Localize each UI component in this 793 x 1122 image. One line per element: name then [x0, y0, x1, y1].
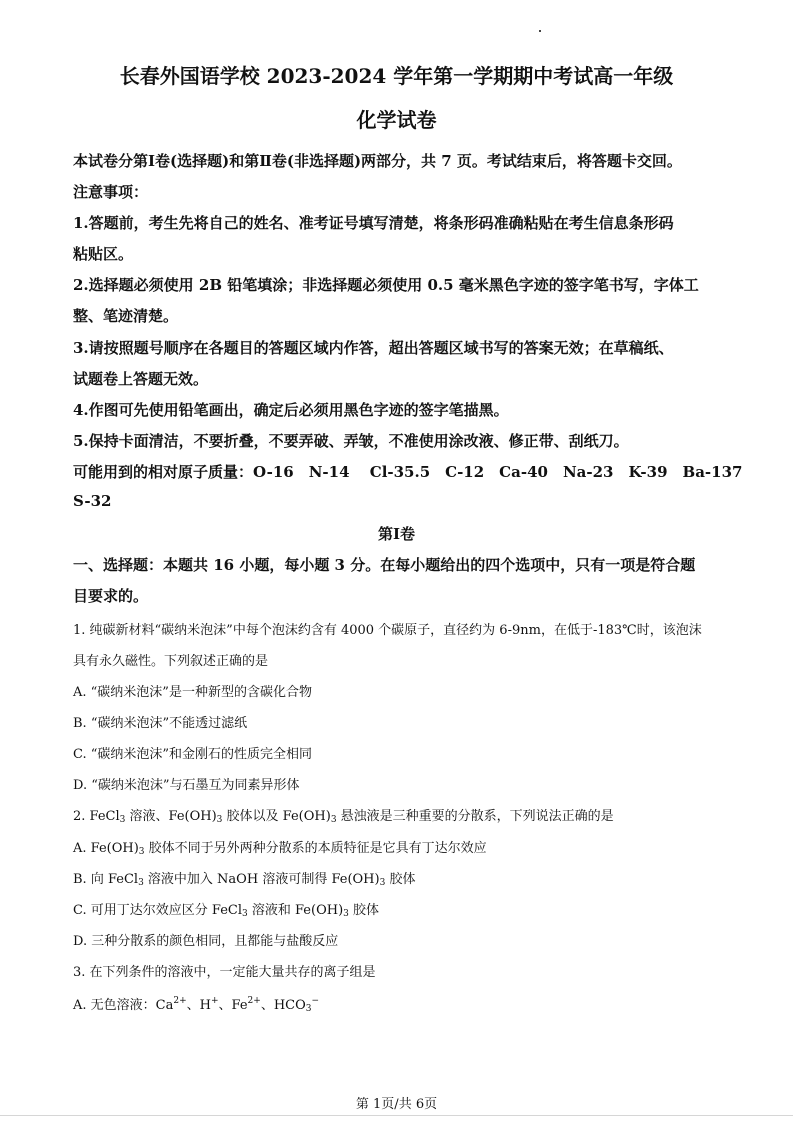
instructions-intro: 本试卷分第Ⅰ卷(选择题)和第Ⅱ卷(非选择题)两部分，共 7 页。考试结束后，将答题卡交回。: [73, 152, 682, 170]
notice-item-3-cont: 试题卷上答题无效。: [73, 370, 209, 388]
question-2-option-a: A. $Fe(OH)_3$ 胶体不同于另外两种分散系的本质特征是它具有丁达尔效应: [73, 841, 487, 857]
notice-item-4: 4.作图可先使用铅笔画出，确定后必须用黑色字迹的签字笔描黑。: [73, 401, 509, 419]
question-3-stem: 3. 在下列条件的溶液中，一定能大量共存的离子组是: [73, 965, 376, 980]
notice-item-1-cont: 粘贴区。: [73, 245, 134, 263]
atomic-mass-list-cont: S-32: [73, 492, 112, 510]
notice-item-2: 2.选择题必须使用 2B 铅笔填涂；非选择题必须使用 0.5 毫米黑色字迹的签字笔书写，字体工: [73, 276, 699, 294]
question-3-option-a: A. 无色溶液：$Ca^{2+}$、H+、$Fe^{2+}$、$HCO_3^-$: [73, 996, 320, 1014]
exam-title: 长春外国语学校 2023-2024 学年第一学期期中考试高一年级: [119, 64, 674, 88]
question-1-stem: 1. 纯碳新材料“碳纳米泡沫”中每个泡沫约含有 4000 个碳原子，直径约为 6-9nm，在低于-183℃时，该泡沫: [73, 623, 702, 638]
scan-dot: [539, 30, 541, 32]
notice-heading: 注意事项：: [73, 183, 149, 201]
question-1-option-b: B. “碳纳米泡沫”不能透过滤纸: [73, 716, 248, 731]
atomic-mass-list: 可能用到的相对原子质量：O-16 N-14 Cl-35.5 C-12 Ca-40 Na-23 K-39 Ba-137: [73, 463, 743, 481]
notice-item-1: 1.答题前，考生先将自己的姓名、准考证号填写清楚，将条形码准确粘贴在考生信息条形码: [73, 214, 674, 232]
question-1-option-a: A. “碳纳米泡沫”是一种新型的含碳化合物: [73, 685, 312, 700]
question-2-option-d: D. 三种分散系的颜色相同，且都能与盐酸反应: [73, 934, 339, 949]
part-heading: 第Ⅰ卷: [377, 525, 416, 543]
question-2-stem: 2. FeCl$_3$ 溶液、$Fe(OH)_3$ 胶体以及 $Fe(OH)_3$ 悬浊液是三种重要的分散系，下列说法正确的是: [73, 809, 614, 825]
section-instructions-cont: 目要求的。: [73, 587, 149, 605]
question-1-option-c: C. “碳纳米泡沫”和金刚石的性质完全相同: [73, 747, 313, 762]
page-bottom-edge: [0, 1115, 793, 1116]
question-2-option-c: C. 可用丁达尔效应区分 FeCl$_3$ 溶液和 $Fe(OH)_3$ 胶体: [73, 903, 380, 919]
question-1-stem-cont: 具有永久磁性。下列叙述正确的是: [73, 654, 269, 669]
question-1-option-d: D. “碳纳米泡沫”与石墨互为同素异形体: [73, 778, 300, 793]
notice-item-2-cont: 整、笔迹清楚。: [73, 307, 179, 325]
question-2-option-b: B. 向 FeCl$_3$ 溶液中加入 NaOH 溶液可制得 $Fe(OH)_3$ 胶体: [73, 872, 416, 888]
notice-item-5: 5.保持卡面清洁，不要折叠，不要弄破、弄皱，不准使用涂改液、修正带、刮纸刀。: [73, 432, 629, 450]
notice-item-3: 3.请按照题号顺序在各题目的答题区域内作答，超出答题区域书写的答案无效；在草稿纸、: [73, 339, 674, 357]
section-instructions: 一、选择题：本题共 16 小题，每小题 3 分。在每小题给出的四个选项中，只有一项是符合题: [73, 556, 696, 574]
exam-subtitle: 化学试卷: [356, 108, 437, 132]
page-number: 第 1页/共 6页: [355, 1097, 438, 1112]
